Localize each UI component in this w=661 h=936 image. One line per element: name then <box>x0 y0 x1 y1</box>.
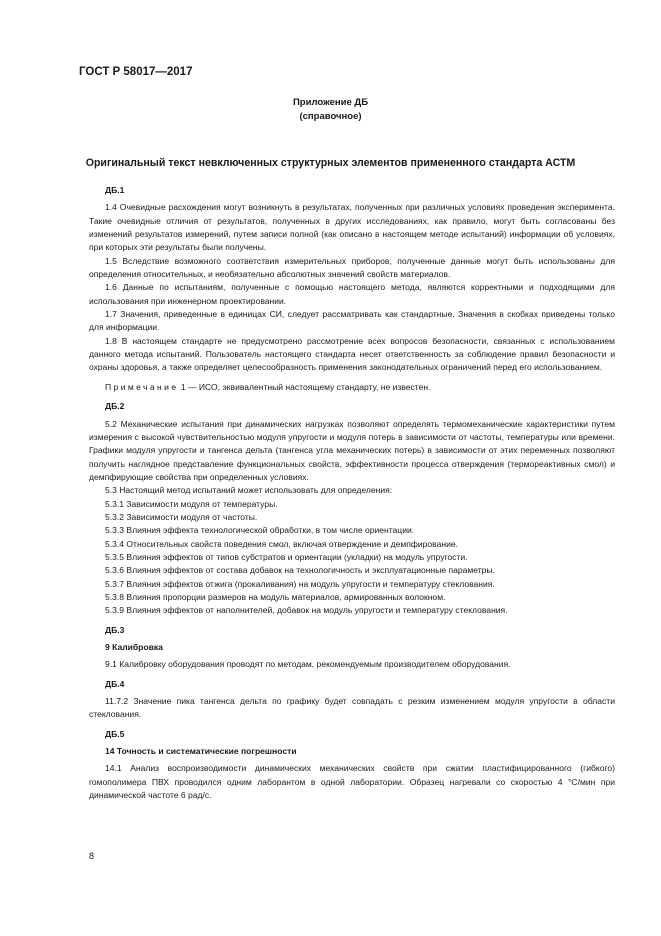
paragraph-1-6: 1.6 Данные по испытаниям, полученные с помощью настоящего метода, являются корректными и подходящими для использования при инженерном проектировании. <box>89 282 615 306</box>
paragraph-14-1: 14.1 Анализ воспроизводимости динамических механических свойств при сжатии пластифицированного (гибкого) гомополимера ПВХ проводился одним лаборантом в одной лаборатории. Образец нагревали со скоростью 4 °С/мин при динамической частоте 6 рад/с. <box>89 763 615 801</box>
paragraph-1-7: 1.7 Значения, приведенные в единицах СИ, следует рассматривать как стандартные. Значения в скобках приведены только для информации. <box>89 309 615 333</box>
list-item-5-3-1: 5.3.1 Зависимости модуля от температуры. <box>105 498 278 509</box>
note-text: 1 — ИСО, эквивалентный настоящему стандарту, не известен. <box>178 381 431 392</box>
standard-header: ГОСТ Р 58017—2017 <box>79 66 193 78</box>
annex-title: Оригинальный текст невключенных структурных элементов примененного стандарта АСТМ <box>85 157 576 169</box>
paragraph-5-2: 5.2 Механические испытания при динамических нагрузках позволяют определять термомеханические характеристики путем измерения с высокой чувствительностью модуля упругости и модуля потерь в зависимости от частоты, температуры или времени. Графики модуля упругости и тангенса дельта (тангенса угла механических потерь) в зависимости от этих переменных позволяют получить наглядное представление функциональных свойств, эффективности процесса отверждения (термореактивных смол) и демпфирующие свойства при определенных условиях. <box>89 418 615 482</box>
list-item-5-3-4: 5.3.4 Относительных свойств поведения смол, включая отверждение и демпфирование. <box>105 538 458 549</box>
section-db1-heading: ДБ.1 <box>105 185 125 195</box>
note-1 <box>89 381 615 394</box>
section-14-heading: 14 Точность и систематические погрешности <box>105 746 297 757</box>
paragraph-1-8: 1.8 В настоящем стандарте не предусмотрено рассмотрение всех вопросов безопасности, связанных с использованием данного метода испытаний. Пользователь настоящего стандарта несет ответственность за соблюдение правил безопасности и охраны здоровья, а также определяет целесообразность применения законодательных ограничений перед его использованием. <box>89 335 615 373</box>
section-9-heading: 9 Калибровка <box>105 642 163 652</box>
paragraph-5-3: 5.3 Настоящий метод испытаний может использовать для определения: <box>105 485 393 496</box>
list-item-5-3-3: 5.3.3 Влияния эффекта технологической обработки, в том числе ориентации. <box>105 525 415 536</box>
section-db5-heading: ДБ.5 <box>105 728 125 739</box>
list-item-5-3-5: 5.3.5 Влияния эффектов от типов субстратов и ориентации (укладки) на модуль упругости. <box>105 551 468 562</box>
list-item-5-3-9: 5.3.9 Влияния эффектов от наполнителей, добавок на модуль упругости и температуру стеклования. <box>105 605 508 616</box>
paragraph-11-7-2: 11.7.2 Значение пика тангенса дельта по графику будет совпадать с резким изменением модуля упругости в области стеклования. <box>89 696 615 720</box>
note-label: Примечание <box>105 381 179 392</box>
list-item-5-3-7: 5.3.7 Влияния эффектов отжига (прокаливания) на модуль упругости и температуру стеклования. <box>105 578 495 589</box>
annex-type: (справочное) <box>299 111 362 122</box>
section-db3-heading: ДБ.3 <box>105 624 125 635</box>
list-item-5-3-8: 5.3.8 Влияния пропорции размеров на модуль материалов, армированных волокном. <box>105 591 446 602</box>
annex-heading <box>0 96 661 124</box>
list-item-5-3-6: 5.3.6 Влияния эффектов от состава добавок на технологичность и эксплуатационные параметры. <box>105 565 495 576</box>
paragraph-1-4: 1.4 Очевидные расхождения могут возникнуть в результатах, полученных при различных условиях проведения эксперимента. Такие очевидные отличия от результатов, полученных в других исследованиях, как правило, могут быть согласованы без изменений результатов измерений, путем записи полной (как описано в настоящем методе испытаний) информации об условиях, при которых эти результаты были получены. <box>89 202 615 253</box>
paragraph-9-1: 9.1 Калибровку оборудования проводят по методам, рекомендуемым производителем оборудования. <box>105 659 511 670</box>
annex-content <box>89 184 615 802</box>
list-item-5-3-2: 5.3.2 Зависимости модуля от частоты. <box>105 511 258 522</box>
annex-label: Приложение ДБ <box>292 97 369 108</box>
section-db4-heading: ДБ.4 <box>105 678 125 689</box>
page-number: 8 <box>89 851 95 861</box>
paragraph-1-5: 1.5 Вследствие возможного соответствия измерительных приборов, полученные данные могут быть использованы для определения относительных, и необязательно абсолютных значений свойств материалов. <box>89 255 615 280</box>
section-db2-heading: ДБ.2 <box>105 401 125 412</box>
